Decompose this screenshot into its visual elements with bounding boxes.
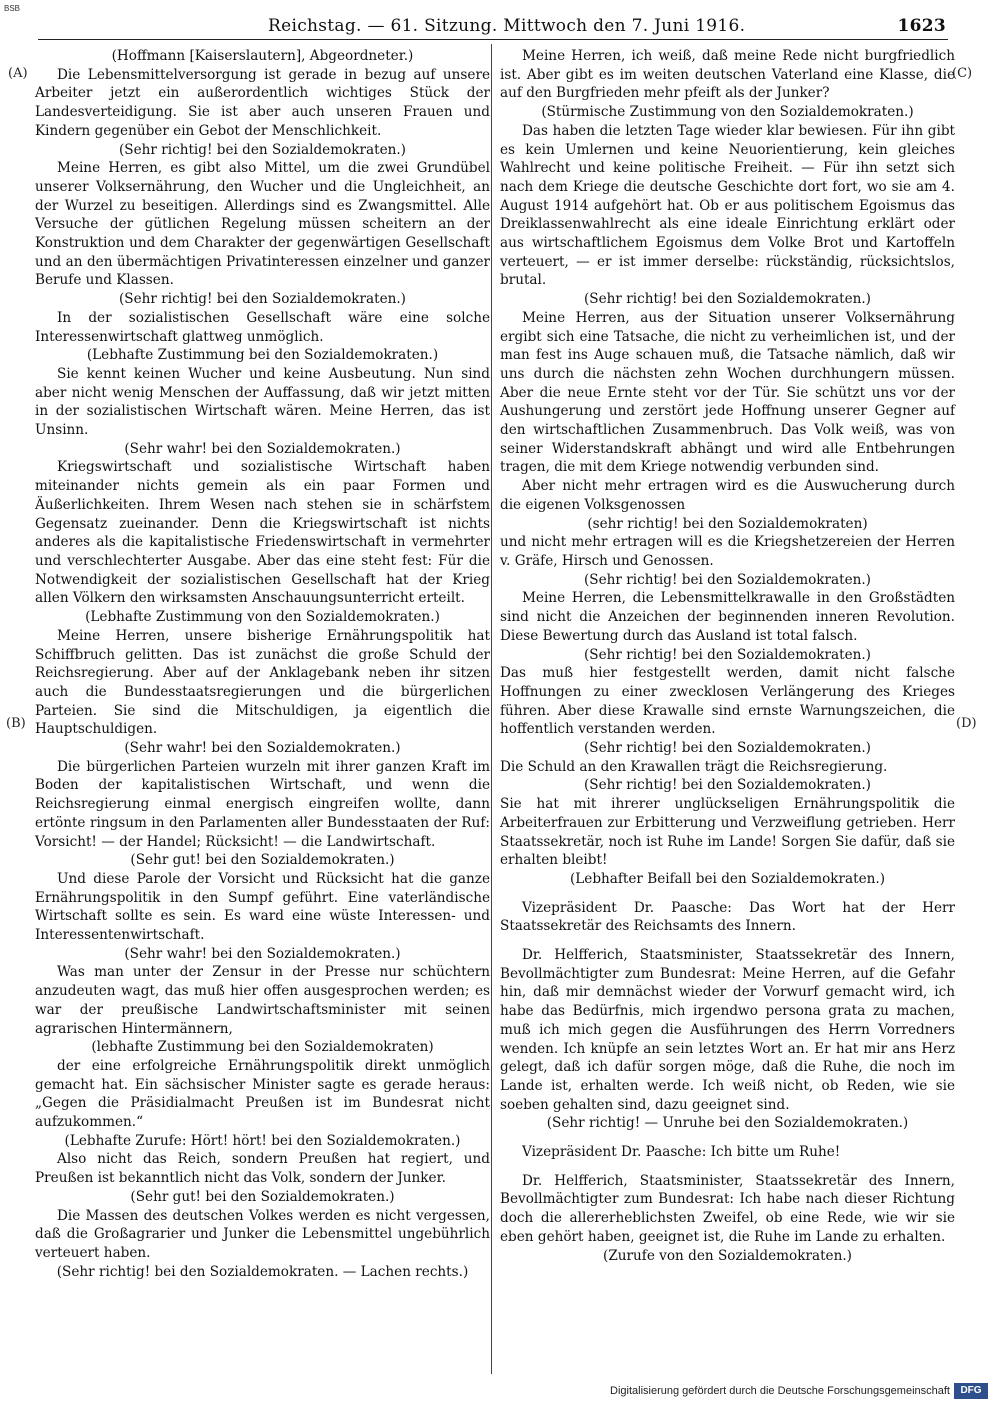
interjection: (Zurufe von den Sozialdemokraten.): [603, 1247, 852, 1264]
paragraph: In der sozialistischen Gesellschaft wäre eine solche Interessenwirtschaft glattweg unmöglich.: [35, 309, 490, 345]
interjection: (Lebhafte Zustimmung von den Sozialdemokraten.): [85, 609, 440, 626]
page-header: [38, 6, 948, 40]
paragraph: Die Lebensmittelversorgung ist gerade in bezug auf unsere Arbeiter jetzt ein außerordentlich wichtiges Stück der Landesverteidigung. Sie ist aber auch unseren Frauen und Kindern gegenüber ein Gebot der Menschlichkeit.: [35, 66, 490, 139]
running-title: Reichstag. — 61. Sitzung. Mittwoch den 7. Juni 1916.: [268, 16, 746, 36]
interjection: (Sehr wahr! bei den Sozialdemokraten.): [124, 945, 401, 962]
paragraph: Sie hat mit ihrerer unglückseligen Ernährungspolitik die Arbeiterfrauen zur Erbitterung und Verzweiflung getrieben. Herr Staatssekretär, noch ist Ruhe im Lande! Sorgen Sie dafür, daß sie erhalten bleibt!: [500, 796, 955, 869]
paragraph: Meine Herren, die Lebensmittelkrawalle in den Großstädten sind nicht die Anzeichen der beginnenden inneren Revolution. Diese Bewertung durch das Ausland ist total falsch.: [500, 590, 955, 644]
dfg-logo: DFG: [954, 1383, 988, 1399]
speaker-paragraph: Dr. Helfferich, Staatsminister, Staatssekretär des Innern, Bevollmächtigter zum Bundesrat: Ich habe nach dieser Richtung doch die allererheblichsten Zweifel, ob eine Rede, wie wir sie eben gehört haben, geeignet ist, die Ruhe im Lande zu erhalten.: [500, 1172, 955, 1245]
page-number: 1623: [897, 16, 946, 36]
speaker-paragraph: Dr. Helfferich, Staatsminister, Staatssekretär des Innern, Bevollmächtigter zum Bundesrat: Meine Herren, auf die Gefahr hin, daß mir demnächst wieder der Vorwurf gemacht wird, ich habe das Bedürfnis, mich irgendwo persona grata zu machen, muß ich mich gegen die Ausführungen des Herrn Vorredners wenden. Ich knüpfe an sein letztes Wort an. Er hat mir ans Herz gelegt, daß ich dafür sorgen möge, daß die Ruhe, die noch im Lande ist, erhalten werde. Ich weiß nicht, ob Reden, wie sie soeben gehalten sind, dazu geeignet sind.: [500, 947, 955, 1113]
funding-note: Digitalisierung gefördert durch die Deutsche Forschungsgemeinschaft: [610, 1385, 950, 1397]
speaker-continuation: (Hoffmann [Kaiserslautern], Abgeordneter.): [111, 48, 414, 64]
interjection: (Lebhafte Zustimmung bei den Sozialdemokraten.): [86, 347, 439, 364]
margin-mark-c: (C): [952, 66, 973, 81]
paragraph: Die Massen des deutschen Volkes werden es nicht vergessen, daß die Großagrarier und Junker die Lebensmittel ungebührlich verteuert haben.: [35, 1207, 490, 1261]
interjection: (Sehr richtig! bei den Sozialdemokraten. — Lachen rechts.): [56, 1263, 469, 1280]
interjection: (sehr richtig! bei den Sozialdemokraten): [587, 515, 868, 532]
paragraph: Das haben die letzten Tage wieder klar bewiesen. Für ihn gibt es kein Umlernen und keine Neuorientierung, kein gleiches Wahlrecht und keine politische Freiheit. — Für ihn setzt sich nach dem Kriege die deutsche Geschichte dort fort, wo sie am 4. August 1914 aufgehört hat. Ob er aus politischem Egoismus das Dreiklassenwahlrecht als eine ideale Einrichtung erklärt oder aus wirtschaftlichem Egoismus dem Volke Brot und Kartoffeln verteuert, — er ist immer derselbe: rückständig, rücksichtslos, brutal.: [500, 122, 955, 289]
paragraph: Die Schuld an den Krawallen trägt die Reichsregierung.: [500, 758, 888, 775]
margin-mark-a: (A): [8, 66, 28, 81]
interjection: (Sehr richtig! — Unruhe bei den Sozialdemokraten.): [546, 1115, 909, 1132]
paragraph: und nicht mehr ertragen will es die Kriegshetzereien der Herren v. Gräfe, Hirsch und Genossen.: [500, 534, 955, 569]
interjection: (Stürmische Zustimmung von den Sozialdemokraten.): [541, 104, 914, 121]
interjection: (Sehr richtig! bei den Sozialdemokraten.): [119, 141, 406, 158]
paragraph: Meine Herren, ich weiß, daß meine Rede nicht burgfriedlich ist. Aber gibt es im weiten deutschen Vaterland eine Klasse, die auf den Burgfrieden mehr pfeift als der Junker?: [500, 48, 955, 102]
left-column: [35, 47, 490, 1372]
paragraph: Meine Herren, es gibt also Mittel, um die zwei Grundübel unserer Volksernährung, den Wucher und die Ungleichheit, an der Wurzel zu beseitigen. Allerdings sind es Zwangsmittel. Alle Versuche der gütlichen Regelung müssen scheitern an der Konstruktion und dem Charakter der gegenwärtigen Gesellschaft und an den übermächtigen Privatinteressen einzelner und ganzer Berufe und Klassen.: [35, 160, 490, 289]
margin-mark-d: (D): [956, 716, 977, 731]
interjection: (Sehr richtig! bei den Sozialdemokraten.): [119, 291, 406, 308]
interjection: (Sehr richtig! bei den Sozialdemokraten.): [584, 777, 871, 794]
right-column: [500, 47, 955, 1372]
margin-mark-b: (B): [6, 716, 26, 731]
interjection: (Sehr gut! bei den Sozialdemokraten.): [130, 852, 395, 869]
interjection: (Sehr richtig! bei den Sozialdemokraten.): [584, 646, 871, 663]
paragraph: Was man unter der Zensur in der Presse nur schüchtern anzudeuten wagt, das muß hier offen ausgesprochen werden; es war der preußische Landwirtschaftsminister mit seinen agrarischen Hintermännern,: [35, 964, 490, 1037]
paragraph: Und diese Parole der Vorsicht und Rücksicht hat die ganze Ernährungspolitik in den Sumpf geführt. Eine vaterländische Wirtschaft sollte es sein. Es ward eine wüste Interessen- und Interessentenwirtschaft.: [35, 870, 490, 944]
interjection: (Lebhafte Zurufe: Hört! hört! bei den Sozialdemokraten.): [64, 1132, 461, 1149]
interjection: (Sehr richtig! bei den Sozialdemokraten.): [584, 740, 871, 757]
paragraph: Das muß hier festgestellt werden, damit nicht falsche Hoffnungen zu einer zwecklosen Verlängerung des Krieges führen. Aber diese Krawalle sind ernste Warnungszeichen, die hoffentlich verstanden werden.: [500, 665, 955, 738]
speaker-paragraph: Vizepräsident Dr. Paasche: Ich bitte um Ruhe!: [522, 1144, 841, 1161]
paragraph: Also nicht das Reich, sondern Preußen hat regiert, und Preußen ist bekanntlich nicht das Volk, sondern der Junker.: [35, 1151, 490, 1187]
interjection: (Sehr richtig! bei den Sozialdemokraten.): [584, 571, 871, 588]
interjection: (Sehr richtig! bei den Sozialdemokraten.): [584, 291, 871, 308]
paragraph: Sie kennt keinen Wucher und keine Ausbeutung. Nun sind aber nicht wenig Menschen der Auffassung, daß wir jetzt mitten in der sozialistischen Wirtschaft wären. Meine Herren, das ist Unsinn.: [35, 365, 490, 439]
column-divider: [491, 44, 492, 1374]
paragraph: Meine Herren, aus der Situation unserer Volksernährung ergibt sich eine Tatsache, die nicht zu verheimlichen ist, und der man fest ins Auge schauen muß, die Tatsache nämlich, daß wir uns durch die nächsten zehn Wochen durchhungern müssen. Aber die neue Ernte steht vor der Tür. Sie schützt uns vor der Aushungerung und zerstört jede Hoffnung unserer Gegner auf den wirtschaftlichen Zusammenbruch. Das Volk weiß, was von seiner Widerstandskraft abhängt und wird alle Entbehrungen tragen, die mit dem Kriege notwendig verbunden sind.: [500, 309, 955, 476]
library-stamp: BSB: [4, 4, 21, 13]
paragraph: Kriegswirtschaft und sozialistische Wirtschaft haben miteinander nichts gemein als ein paar Formen und Äußerlichkeiten. Ihrem Wesen nach stehen sie in schärfstem Gegensatz zueinander. Denn die Kriegswirtschaft ist nichts anderes als die kapitalistische Friedenswirtschaft in vermehrter und verschlechterter Ausgabe. Aber das eine steht fest: Für die Notwendigkeit der sozialistischen Gesellschaft hat der Krieg allen Völkern den wirksamsten Anschauungsunterricht erteilt.: [35, 459, 490, 607]
paragraph: Die bürgerlichen Parteien wurzeln mit ihrer ganzen Kraft im Boden der kapitalistischen Wirtschaft, und wenn die Reichsregierung einmal energisch eingreifen wollte, dann ertönte ringsum in den Parlamenten aller Bundesstaaten der Ruf: Vorsicht! — der Handel; Rücksicht! — die Landwirtschaft.: [35, 758, 490, 850]
interjection: (Sehr gut! bei den Sozialdemokraten.): [130, 1188, 395, 1205]
interjection: (Lebhafter Beifall bei den Sozialdemokraten.): [569, 870, 886, 887]
paragraph: Aber nicht mehr ertragen wird es die Auswucherung durch die eigenen Volksgenossen: [500, 478, 955, 513]
speaker-paragraph: Vizepräsident Dr. Paasche: Das Wort hat der Herr Staatssekretär des Reichsamts des Innern.: [500, 899, 955, 935]
paragraph: der eine erfolgreiche Ernährungspolitik direkt unmöglich gemacht hat. Ein sächsischer Minister sagte es gerade heraus: „Gegen die Präsidialmacht Preußen ist im Bundesrat nicht aufzukommen.“: [35, 1057, 490, 1131]
paragraph: Meine Herren, unsere bisherige Ernährungspolitik hat Schiffbruch gelitten. Das ist zunächst die große Schuld der Reichsregierung. Aber auf der Anklagebank neben ihr sitzen auch die Bundesstaatsregierungen und die bürgerlichen Parteien. Sie sind die Mitschuldigen, ja eigentlich die Hauptschuldigen.: [35, 627, 490, 738]
interjection: (lebhafte Zustimmung bei den Sozialdemokraten): [91, 1039, 434, 1056]
interjection: (Sehr wahr! bei den Sozialdemokraten.): [124, 440, 401, 457]
interjection: (Sehr wahr! bei den Sozialdemokraten.): [124, 740, 401, 757]
